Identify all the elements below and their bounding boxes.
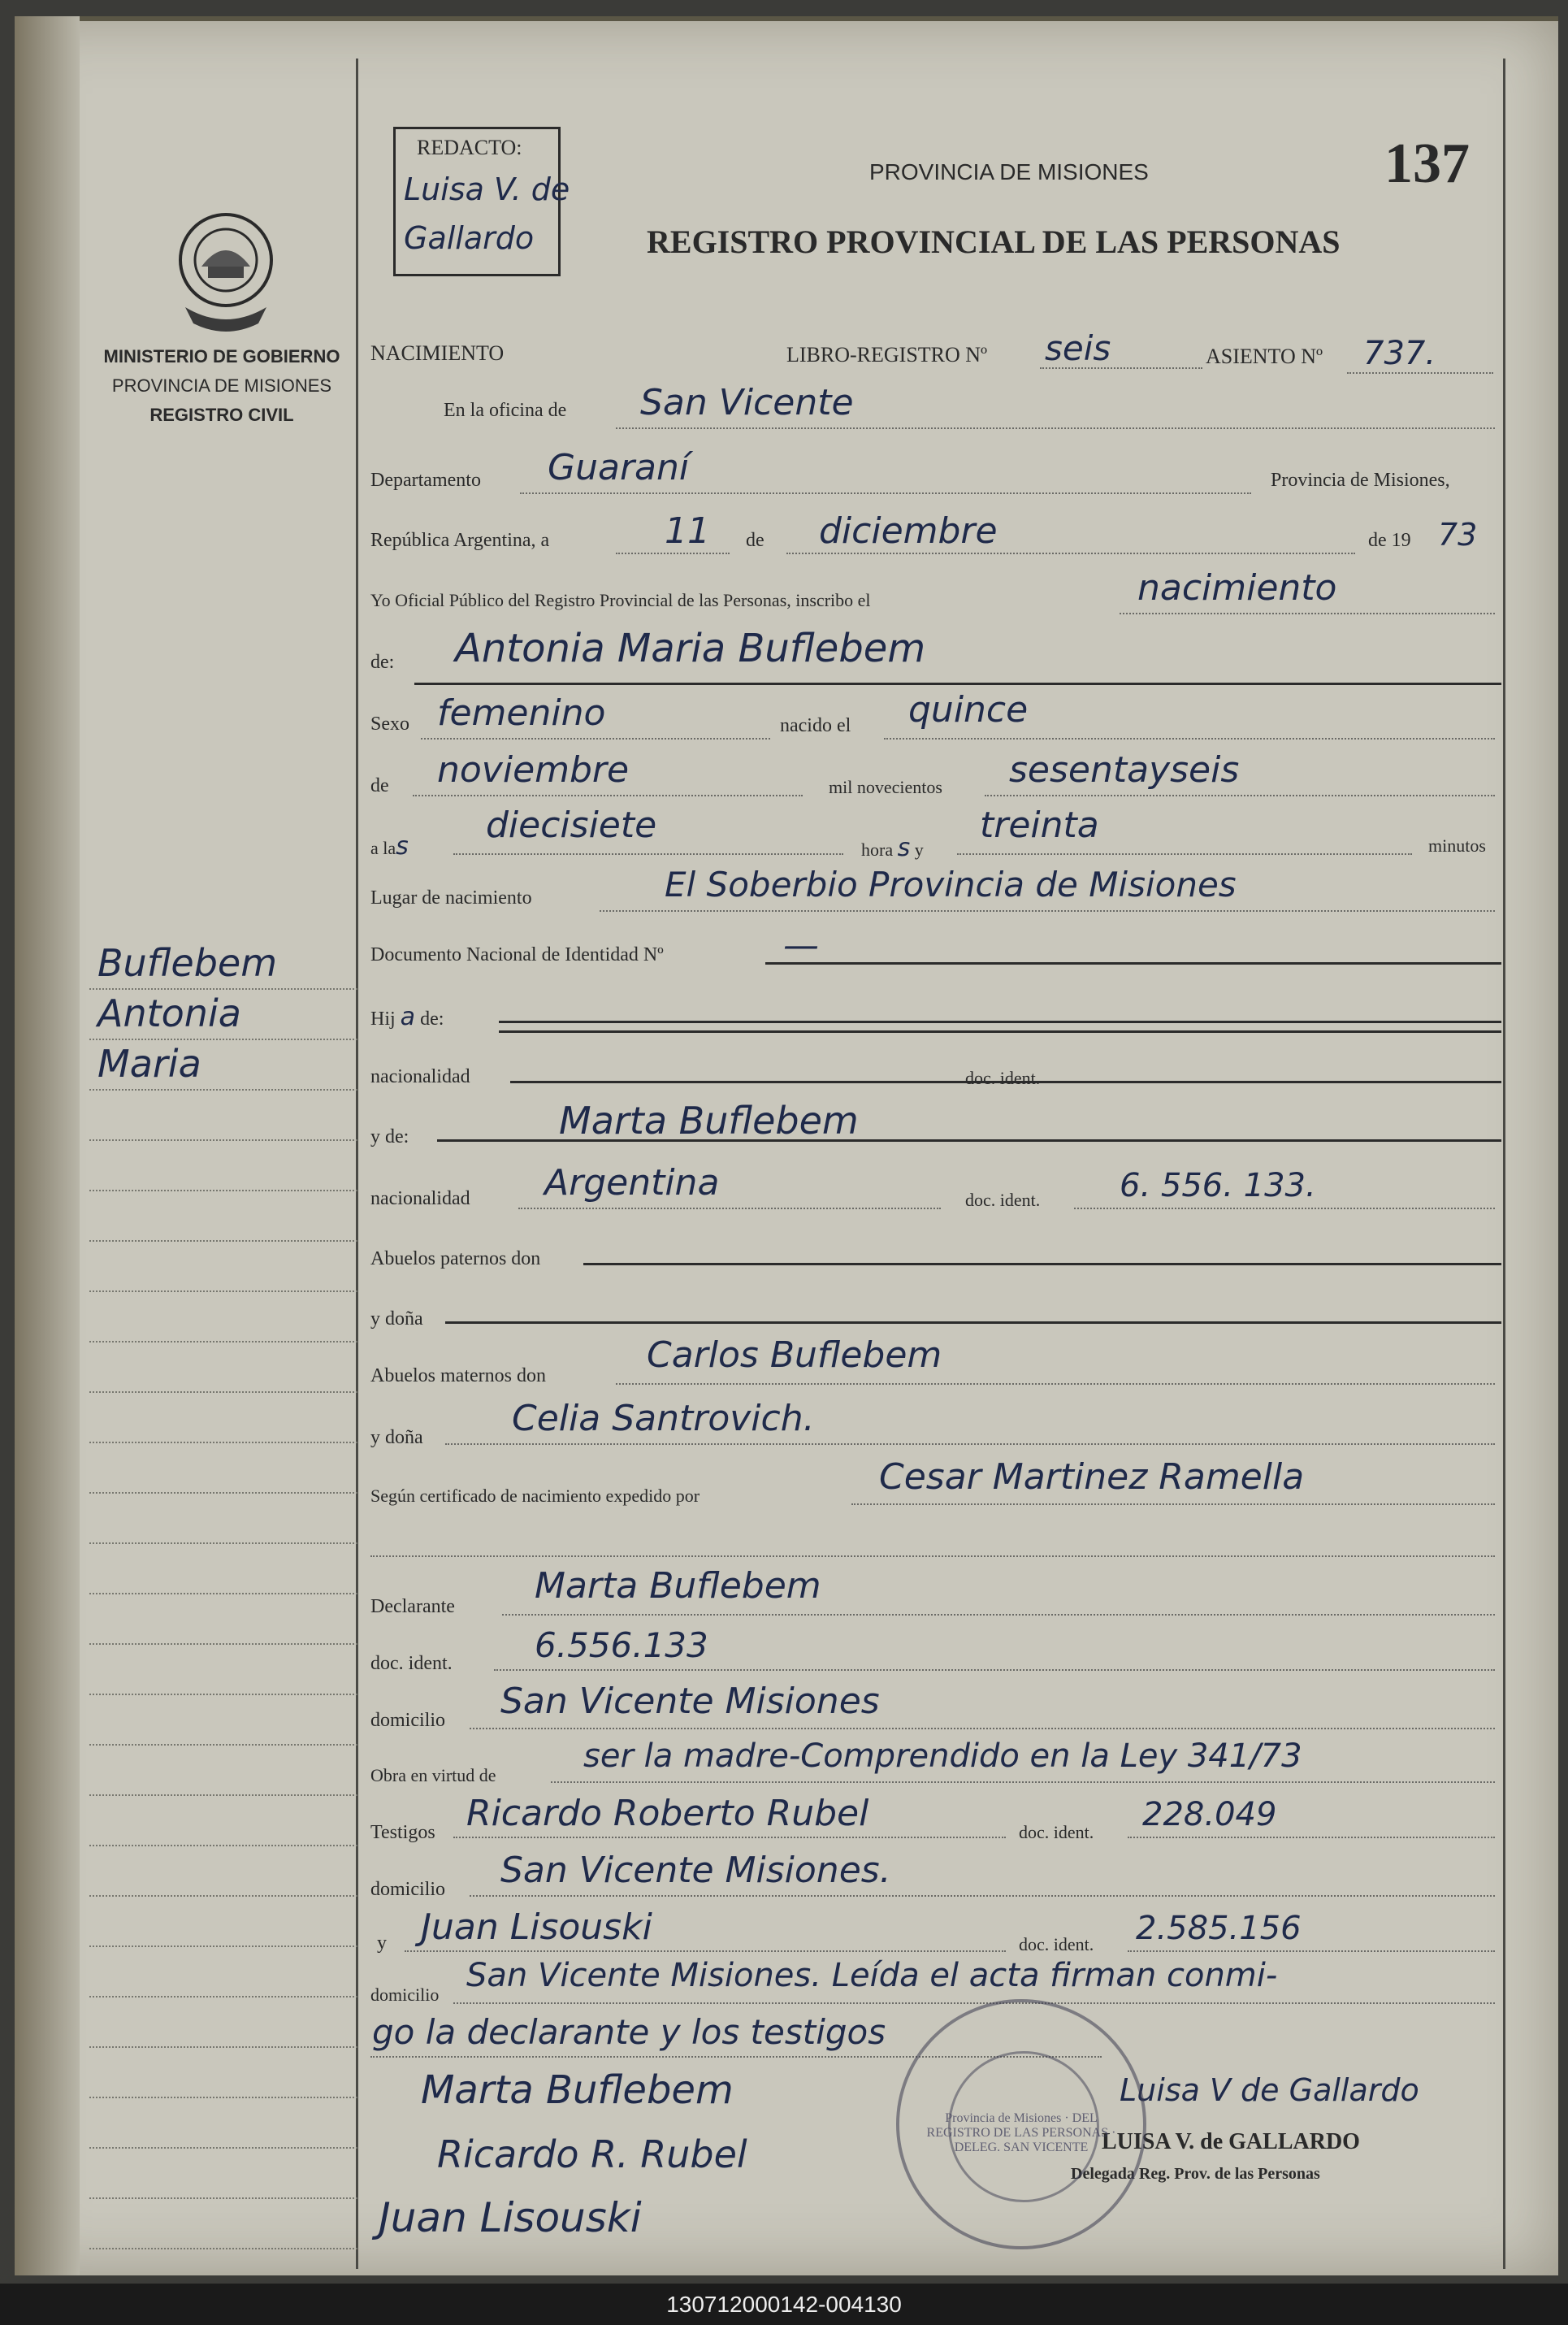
nacido-dia-line — [884, 738, 1495, 740]
dia-value: 11 — [665, 510, 710, 552]
hijo-label-text: Hij — [370, 1009, 396, 1030]
margin-rule — [89, 2046, 357, 2048]
right-border — [1503, 59, 1505, 2269]
horas-label — [861, 834, 924, 862]
margin-rule — [89, 1089, 357, 1091]
redacto-name-line1: Luisa V. de — [404, 171, 570, 207]
ala-suffix: s — [396, 832, 409, 861]
departamento-value: Guaraní — [548, 447, 690, 488]
sexo-value: femenino — [437, 692, 606, 734]
abuelo-mat-line — [616, 1383, 1495, 1385]
testigo1-line — [453, 1837, 1006, 1838]
provincia-label: Provincia de Misiones, — [1271, 470, 1450, 491]
de-label: de — [746, 530, 765, 551]
page-top-edge — [80, 16, 1558, 21]
minutos-label: minutos — [1428, 835, 1486, 856]
abuela-mat-value: Celia Santrovich. — [512, 1398, 815, 1439]
margin-rule — [89, 1996, 357, 1998]
ydona1-label: y doña — [370, 1308, 423, 1330]
cierre-value: go la declarante y los testigos — [372, 2012, 886, 2052]
oficial-label: Yo Oficial Público del Registro Provincial de las Personas, inscribo el — [370, 590, 871, 610]
nacionalidad2-line — [518, 1208, 941, 1209]
domicilio2-label: domicilio — [370, 1879, 445, 1900]
asiento-value: 737. — [1363, 335, 1436, 372]
margin-rule — [89, 1240, 357, 1242]
documento-line — [765, 962, 1501, 965]
nacido-anio-value: sesentayseis — [1009, 749, 1240, 791]
abuela-mat-line — [445, 1443, 1495, 1445]
hora-line — [453, 853, 843, 855]
docident3-value: 6.556.133 — [535, 1625, 708, 1665]
signature-official: Luisa V de Gallardo — [1120, 2072, 1419, 2108]
margin-rule — [89, 1643, 357, 1645]
hijo-de-label: de: — [420, 1009, 444, 1030]
republica-label: República Argentina, a — [370, 530, 550, 551]
docident4-value: 228.049 — [1142, 1796, 1277, 1833]
anio-value: 73 — [1438, 517, 1478, 553]
official-stamp-name: LUISA V. de GALLARDO — [1102, 2129, 1360, 2154]
docident4-line — [1128, 1837, 1495, 1838]
sexo-line — [421, 738, 770, 740]
margin-rule — [89, 1039, 357, 1040]
lugar-label: Lugar de nacimiento — [370, 887, 532, 909]
margin-divider — [356, 59, 358, 2269]
margin-rule — [89, 1794, 357, 1796]
nombre-value: Antonia Maria Buflebem — [455, 626, 926, 671]
margin-rule — [89, 1290, 357, 1292]
dia-line — [616, 553, 730, 554]
ala-label-text: a la — [370, 838, 396, 858]
madre-value: Marta Buflebem — [559, 1099, 859, 1143]
lugar-line — [600, 910, 1495, 912]
margin-firstname: Antonia — [97, 991, 241, 1035]
redacto-label: REDACTO: — [417, 136, 522, 159]
nacionalidad1-label: nacionalidad — [370, 1066, 470, 1087]
y2-label: y — [377, 1932, 387, 1954]
ministry-line1: MINISTERIO DE GOBIERNO — [103, 346, 340, 367]
redacto-box — [393, 127, 570, 276]
madre-line — [437, 1139, 1501, 1142]
docident5-line — [1128, 1950, 1495, 1952]
inscribo-line — [1120, 613, 1495, 614]
signature-declarante: Marta Buflebem — [421, 2067, 734, 2113]
hora-value: diecisiete — [486, 805, 657, 846]
margin-rule — [89, 1895, 357, 1897]
hijo-line-2 — [499, 1030, 1501, 1033]
nacido-label: nacido el — [780, 715, 851, 736]
coat-of-arms-icon — [169, 210, 283, 340]
domicilio3-line — [453, 2002, 1495, 2004]
abuelos-pat-label: Abuelos paternos don — [370, 1248, 541, 1269]
de3-label: de — [370, 775, 389, 796]
margin-rule — [89, 2147, 357, 2149]
departamento-line — [520, 492, 1251, 494]
obra-line — [551, 1781, 1495, 1783]
margin-rule — [89, 2197, 357, 2199]
obra-label: Obra en virtud de — [370, 1765, 496, 1785]
registry-title: REGISTRO PROVINCIAL DE LAS PERSONAS — [647, 223, 1341, 260]
sexo-label: Sexo — [370, 714, 409, 735]
inscribo-value: nacimiento — [1137, 567, 1337, 609]
docident1-label: doc. ident. — [965, 1068, 1041, 1088]
domicilio3-label: domicilio — [370, 1984, 440, 2005]
departamento-label: Departamento — [370, 470, 481, 491]
ydona2-label: y doña — [370, 1427, 423, 1448]
de-colon-label: de: — [370, 652, 395, 673]
horas-label-text: hora — [861, 839, 894, 860]
documento-label: Documento Nacional de Identidad Nº — [370, 944, 664, 965]
oficina-value: San Vicente — [640, 382, 854, 423]
ala-label — [370, 832, 409, 861]
docident2-line — [1074, 1208, 1495, 1209]
documento-value: — — [783, 925, 819, 966]
y-label: y — [914, 839, 924, 860]
margin-rule — [89, 1744, 357, 1746]
nacimiento-label: NACIMIENTO — [370, 341, 505, 365]
margin-rule — [89, 1492, 357, 1494]
redacto-name-line2: Gallardo — [404, 220, 535, 256]
margin-rule — [89, 988, 357, 990]
image-footer-code: 130712000142-004130 — [0, 2284, 1568, 2325]
abuelos-pat-line — [583, 1263, 1501, 1265]
horas-suffix: s — [897, 834, 911, 862]
docident2-value: 6. 556. 133. — [1120, 1167, 1316, 1204]
margin-rule — [89, 1391, 357, 1393]
nombre-underline — [414, 683, 1501, 685]
margin-rule — [89, 2248, 357, 2249]
register-page — [15, 16, 1558, 2275]
abuelos-mat-label: Abuelos maternos don — [370, 1365, 546, 1386]
testigo1-value: Ricardo Roberto Rubel — [466, 1793, 869, 1834]
declarante-label: Declarante — [370, 1596, 455, 1617]
domicilio1-line — [470, 1728, 1495, 1729]
hijo-line — [499, 1021, 1501, 1023]
nacido-anio-line — [985, 795, 1495, 796]
declarante-value: Marta Buflebem — [535, 1565, 821, 1607]
mes-line — [786, 553, 1355, 554]
docident4-label: doc. ident. — [1019, 1822, 1094, 1842]
nacido-dia-value: quince — [908, 689, 1029, 731]
margin-rule — [89, 1694, 357, 1695]
certificado-line-2 — [370, 1555, 1495, 1557]
minutos-value: treinta — [980, 805, 1099, 846]
seal-text: Provincia de Misiones · DEL REGISTRO DE LAS PERSONAS · DELEG. SAN VICENTE — [926, 2111, 1116, 2154]
signature-testigo2: Juan Lisouski — [379, 2194, 642, 2241]
docident3-line — [494, 1669, 1495, 1671]
province-heading: PROVINCIA DE MISIONES — [869, 159, 1149, 184]
yde-label: y de: — [370, 1126, 409, 1147]
libro-value: seis — [1045, 328, 1111, 368]
mes-value: diciembre — [819, 510, 998, 552]
docident5-label: doc. ident. — [1019, 1934, 1094, 1954]
certificado-label: Según certificado de nacimiento expedido por — [370, 1486, 700, 1506]
docident2-label: doc. ident. — [965, 1190, 1041, 1210]
certificado-line — [851, 1503, 1495, 1505]
obra-value: ser la madre-Comprendido en la Ley 341/73 — [583, 1737, 1302, 1775]
asiento-line — [1347, 372, 1493, 374]
docident5-value: 2.585.156 — [1136, 1910, 1302, 1947]
oficina-label: En la oficina de — [444, 400, 567, 421]
nacido-mes-line — [413, 795, 803, 796]
margin-rule — [89, 1190, 357, 1191]
margin-rule — [89, 1542, 357, 1544]
oficina-line — [616, 427, 1495, 429]
testigo2-value: Juan Lisouski — [421, 1906, 652, 1948]
lugar-value: El Soberbio Provincia de Misiones — [665, 865, 1237, 904]
ministry-line3: REGISTRO CIVIL — [149, 405, 294, 425]
testigos-label: Testigos — [370, 1822, 435, 1843]
domicilio2-value: San Vicente Misiones. — [500, 1850, 891, 1891]
domicilio2-line — [470, 1895, 1495, 1897]
asiento-label: ASIENTO Nº — [1206, 345, 1323, 368]
nacionalidad2-label: nacionalidad — [370, 1188, 470, 1209]
libro-label: LIBRO-REGISTRO Nº — [786, 343, 988, 367]
margin-rule — [89, 2097, 357, 2098]
libro-line — [1040, 367, 1202, 369]
official-seal — [896, 1999, 1146, 2249]
nacido-mes-value: noviembre — [437, 749, 630, 791]
domicilio3-value: San Vicente Misiones. Leída el acta firman conmi- — [466, 1957, 1278, 1994]
anio-label: de 19 — [1368, 530, 1411, 551]
domicilio1-value: San Vicente Misiones — [500, 1681, 880, 1722]
margin-rule — [89, 1139, 357, 1141]
docident3-label: doc. ident. — [370, 1653, 453, 1674]
ydona1-line — [445, 1321, 1501, 1324]
certificado-value: Cesar Martinez Ramella — [879, 1456, 1305, 1498]
margin-middlename: Maria — [97, 1042, 201, 1086]
nacionalidad2-value: Argentina — [544, 1162, 720, 1204]
hijo-suffix: a — [400, 1003, 416, 1031]
declarante-line — [502, 1614, 1495, 1616]
testigo2-line — [405, 1950, 1006, 1952]
domicilio1-label: domicilio — [370, 1710, 445, 1731]
official-stamp-role: Delegada Reg. Prov. de las Personas — [1071, 2165, 1320, 2183]
minutos-line — [957, 853, 1412, 855]
page-number: 137 — [1384, 132, 1470, 195]
mil-label: mil novecientos — [829, 777, 942, 797]
margin-rule — [89, 1593, 357, 1594]
ministry-line2: PROVINCIA DE MISIONES — [111, 375, 332, 396]
book-spine — [15, 16, 80, 2275]
margin-rule — [89, 1341, 357, 1343]
hijo-label — [370, 1003, 444, 1031]
signature-testigo1: Ricardo R. Rubel — [437, 2132, 747, 2176]
abuelo-mat-value: Carlos Buflebem — [647, 1334, 942, 1376]
margin-rule — [89, 1845, 357, 1846]
margin-rule — [89, 1442, 357, 1443]
margin-surname: Buflebem — [97, 941, 278, 985]
margin-rule — [89, 1945, 357, 1947]
